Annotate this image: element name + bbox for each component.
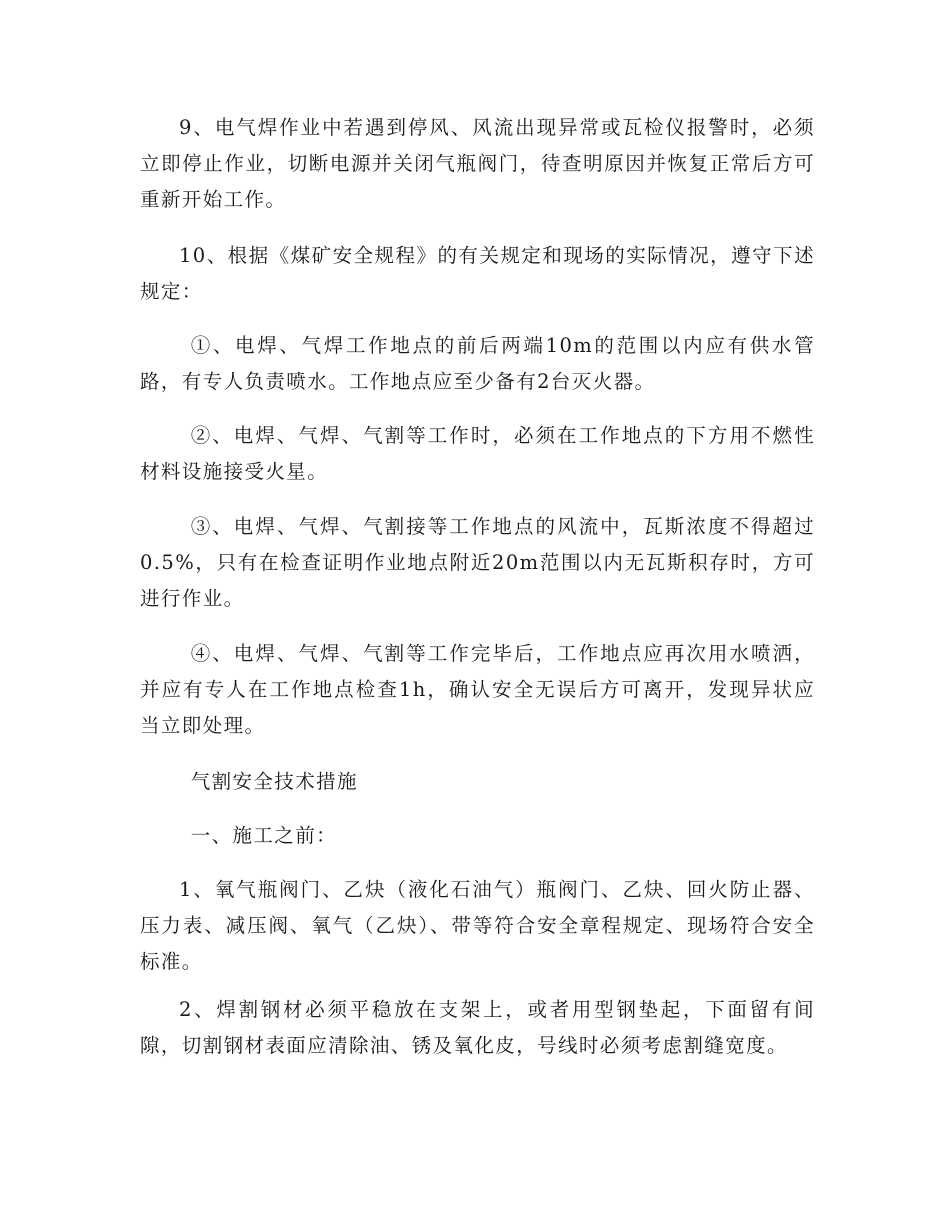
paragraph-step-1: 1、氧气瓶阀门、乙炔（液化石油气）瓶阀门、乙炔、回火防止器、压力表、减压阀、氧气（乙炔）、带等符合安全章程规定、现场符合安全标准。 [140,878,815,973]
section-heading: 气割安全技术措施 [190,770,358,793]
paragraph-subitem-4: ④、电焊、气焊、气割等工作完毕后，工作地点应再次用水喷洒，并应有专人在工作地点检查1h，确认安全无误后方可离开，发现异状应当立即处理。 [140,642,815,737]
paragraph-subitem-3: ③、电焊、气焊、气割接等工作地点的风流中，瓦斯浓度不得超过0.5%，只有在检查证明作业地点附近20m范围以内无瓦斯积存时，方可进行作业。 [140,515,815,610]
subsection-heading: 一、施工之前： [190,824,337,847]
paragraph-item-9: 9、电气焊作业中若遇到停风、风流出现异常或瓦检仪报警时，必须立即停止作业，切断电源并关闭气瓶阀门，待查明原因并恢复正常后方可重新开始工作。 [140,116,815,211]
paragraph-subitem-2: ②、电焊、气焊、气割等工作时，必须在工作地点的下方用不燃性材料设施接受火星。 [140,424,815,483]
paragraph-subitem-1: ①、电焊、气焊工作地点的前后两端10m的范围以内应有供水管路，有专人负责喷水。工作地点应至少备有2台灭火器。 [140,334,815,393]
paragraph-item-10: 10、根据《煤矿安全规程》的有关规定和现场的实际情况，遵守下述规定： [140,244,815,303]
paragraph-step-2: 2、焊割钢材必须平稳放在支架上，或者用型钢垫起，下面留有间隙，切割钢材表面应清除油、锈及氧化皮，号线时必须考虑割缝宽度。 [140,998,815,1057]
